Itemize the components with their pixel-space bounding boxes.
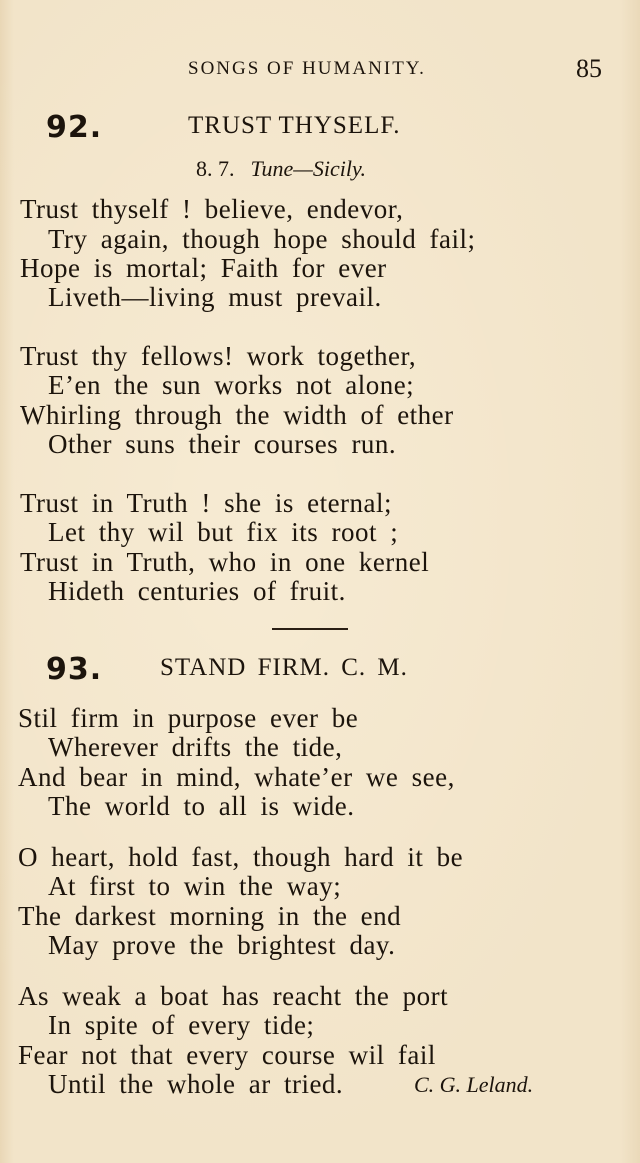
verse-line: Trust thyself ! believe, endevor, <box>20 194 404 224</box>
tune-name: Tune—Sicily. <box>250 156 366 181</box>
verse-line: As weak a boat has reacht the port <box>18 981 449 1011</box>
verse-line: Let thy wil but fix its root ; <box>48 517 399 547</box>
verse-line: Whirling through the width of ether <box>20 400 454 430</box>
verse-line: Try again, though hope should fail; <box>48 224 476 254</box>
verse-line: Trust thy fellows! work together, <box>20 341 417 371</box>
meter: 8. 7. <box>196 156 235 181</box>
verse-line: The darkest morning in the end <box>18 901 402 931</box>
verse-line: In spite of every tide; <box>48 1010 315 1040</box>
verse-line: Until the whole ar tried. <box>48 1069 344 1099</box>
verse-line: And bear in mind, whate’er we see, <box>18 762 455 792</box>
hymn-title: TRUST THYSELF. <box>188 112 401 139</box>
verse-line: Wherever drifts the tide, <box>48 732 343 762</box>
running-head: SONGS OF HUMANITY. <box>188 58 426 79</box>
verse-line: Trust in Truth ! she is eternal; <box>20 488 393 518</box>
verse-line: Hope is mortal; Faith for ever <box>20 253 387 283</box>
verse-line: O heart, hold fast, though hard it be <box>18 842 464 872</box>
verse-line: Hideth centuries of fruit. <box>48 576 346 606</box>
verse-line: Trust in Truth, who in one kernel <box>20 547 430 577</box>
attribution: C. G. Leland. <box>414 1072 534 1097</box>
verse-line: At first to win the way; <box>48 871 342 901</box>
verse-line: E’en the sun works not alone; <box>48 370 415 400</box>
section-divider <box>272 628 348 630</box>
verse-line: May prove the brightest day. <box>48 930 396 960</box>
verse-line: Stil firm in purpose ever be <box>18 703 359 733</box>
hymn-title: STAND FIRM. C. M. <box>160 654 408 681</box>
verse-line: The world to all is wide. <box>48 791 355 821</box>
hymn-number: 93. <box>46 652 103 687</box>
page-number: 85 <box>576 54 602 83</box>
verse-line: Liveth—living must prevail. <box>48 282 382 312</box>
verse-line: Fear not that every course wil fail <box>18 1040 436 1070</box>
verse-line: Other suns their courses run. <box>48 429 397 459</box>
hymn-number: 92. <box>46 110 103 145</box>
meter-line <box>196 156 366 182</box>
